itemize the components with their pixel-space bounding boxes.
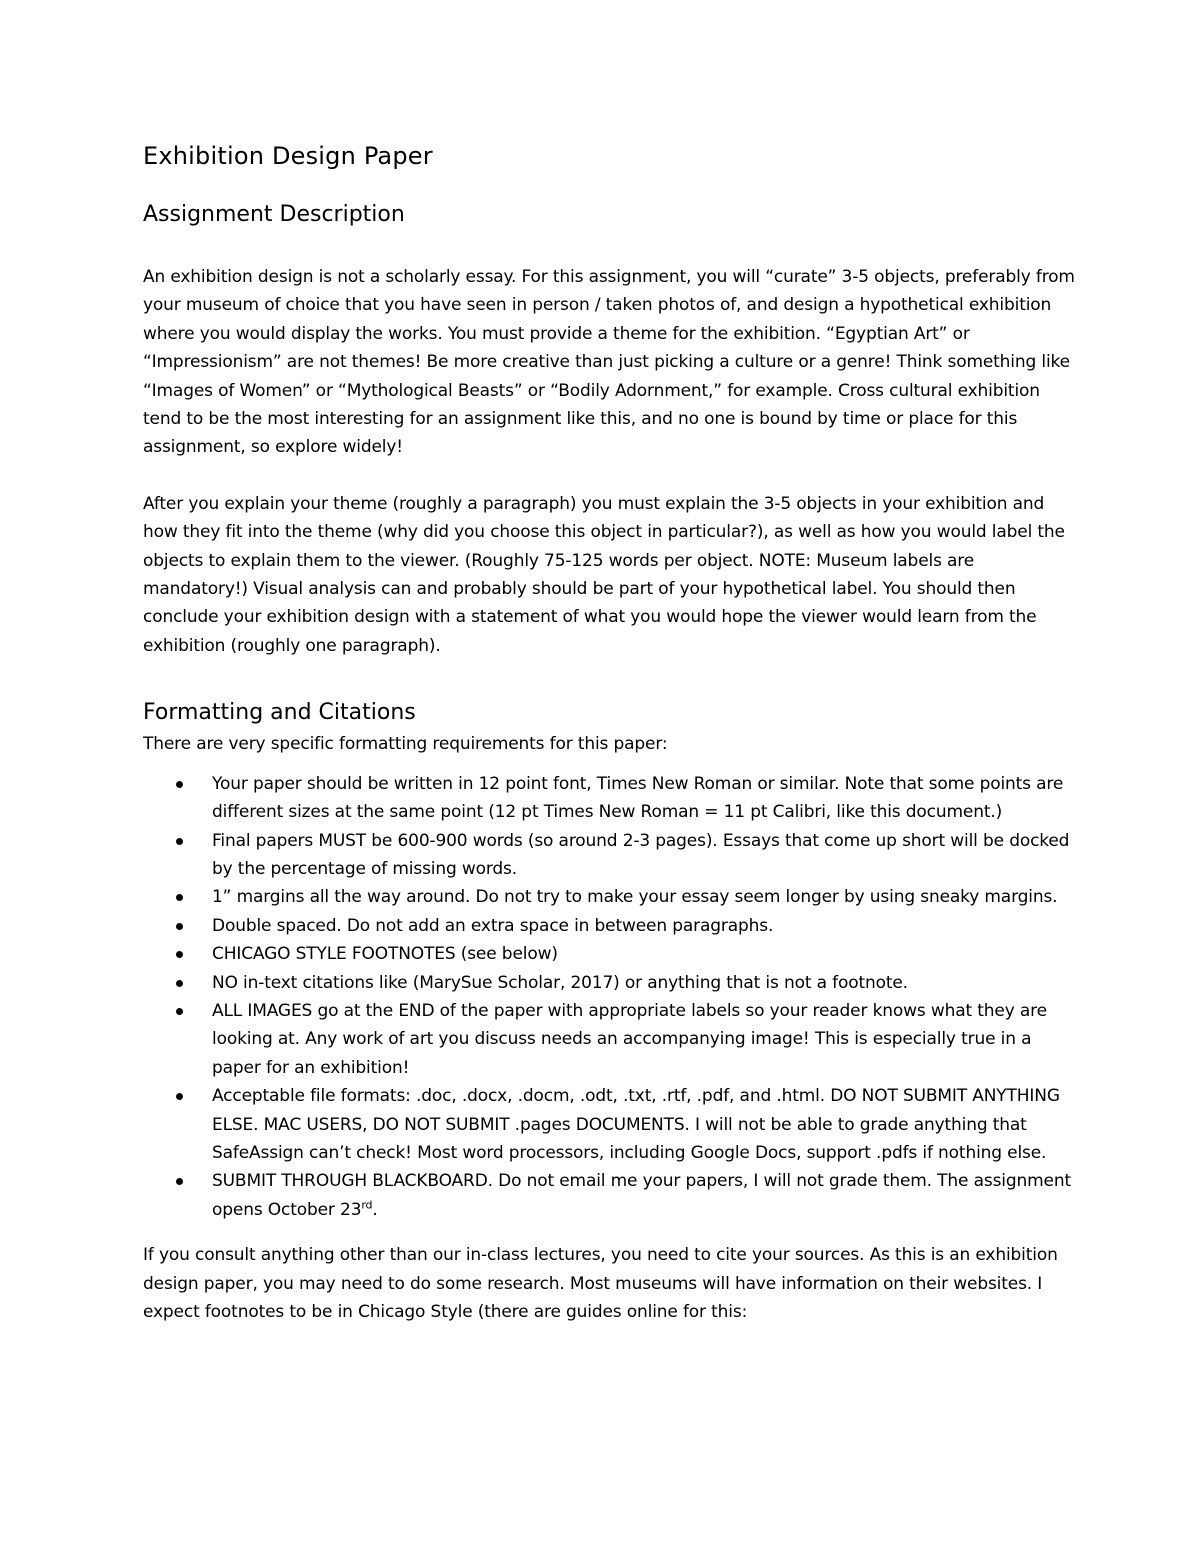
bullet-icon (176, 838, 183, 845)
list-item-text: CHICAGO STYLE FOOTNOTES (see below) (212, 944, 558, 965)
list-item-trailing: . (372, 1199, 378, 1220)
list-item-text: Final papers MUST be 600-900 words (so around 2-3 pages). Essays that come up short will be docked by the percentage of missing words. (212, 830, 1070, 879)
bullet-icon (176, 923, 183, 930)
list-item (143, 997, 1078, 1082)
list-item-text: ALL IMAGES go at the END of the paper with appropriate labels so your reader knows what they are looking at. Any work of art you discuss needs an accompanying image! This is especially true in a paper for an exhibition! (212, 1000, 1047, 1078)
list-item (143, 940, 1078, 968)
list-item-text: 1” margins all the way around. Do not try to make your essay seem longer by using sneaky margins. (212, 887, 1058, 908)
list-item (143, 969, 1078, 997)
list-item-text: SUBMIT THROUGH BLACKBOARD. Do not email me your papers, I will not grade them. The assignment opens October 23 (212, 1171, 1071, 1220)
list-item-text: Acceptable file formats: .doc, .docx, .docm, .odt, .txt, .rtf, .pdf, and .html. DO NOT SUBMIT ANYTHING ELSE. MAC USERS, DO NOT SUBMIT .pages DOCUMENTS. I will not be able to grade anything that SafeAssign can’t check! Most word processors, including Google Docs, support .pdfs if nothing else. (212, 1086, 1060, 1163)
list-item (143, 770, 1078, 827)
bullet-icon (176, 894, 183, 901)
list-item (143, 1082, 1078, 1167)
page-title: Exhibition Design Paper (143, 142, 433, 170)
list-item-text: NO in-text citations like (MarySue Scholar, 2017) or anything that is not a footnote. (212, 972, 908, 993)
bullet-icon (176, 1093, 183, 1100)
section-heading-assignment-description: Assignment Description (143, 202, 405, 227)
bullet-icon (176, 1008, 183, 1015)
paragraph-citations: If you consult anything other than our in-class lectures, you need to cite your sources. As this is an exhibition design paper, you may need to do some research. Most museums will have information on their websites. I expect footnotes to be in Chicago Style (there are guides online for this: (143, 1245, 1058, 1322)
list-item (143, 912, 1078, 940)
list-item-text: Your paper should be written in 12 point font, Times New Roman or similar. Note that some points are different sizes at the same point (12 pt Times New Roman = 11 pt Calibri, like this document.) (212, 773, 1064, 823)
bullet-icon (176, 951, 183, 958)
list-item (143, 1167, 1078, 1224)
list-item (143, 827, 1078, 884)
list-item-text: Double spaced. Do not add an extra space in between paragraphs. (212, 915, 774, 936)
bullet-icon (176, 781, 183, 788)
formatting-requirements-list (143, 770, 1078, 1225)
superscript-ordinal: rd (361, 1198, 373, 1212)
bullet-icon (176, 1178, 183, 1185)
section-heading-formatting: Formatting and Citations (143, 700, 416, 726)
list-item (143, 883, 1078, 911)
paragraph-assignment-details: After you explain your theme (roughly a paragraph) you must explain the 3-5 objects in your exhibition and how they fit into the theme (why did you choose this object in particular?), as well as how you would label the objects to explain them to the viewer. (Roughly 75-125 words per object. NOTE: Museum labels are mandatory!) Visual analysis can and probably should be part of your hypothetical label. You should then conclude your exhibition design with a statement of what you would hope the viewer would learn from the exhibition (roughly one paragraph). (143, 493, 1065, 656)
document-page (143, 140, 1078, 1326)
bullet-icon (176, 980, 183, 987)
paragraph-formatting-intro: There are very specific formatting requirements for this paper: (143, 734, 668, 755)
paragraph-assignment-intro: An exhibition design is not a scholarly essay. For this assignment, you will “curate” 3-5 objects, preferably from your museum of choice that you have seen in person / taken photos of, and design a hypothetical exhibition where you would display the works. You must provide a theme for the exhibition. “Egyptian Art” or “Impressionism” are not themes! Be more creative than just picking a culture or a genre! Think something like “Images of Women” or “Mythological Beasts” or “Bodily Adornment,” for example. Cross cultural exhibition tend to be the most interesting for an assignment like this, and no one is bound by time or place for this assignment, so explore widely! (143, 267, 1075, 458)
